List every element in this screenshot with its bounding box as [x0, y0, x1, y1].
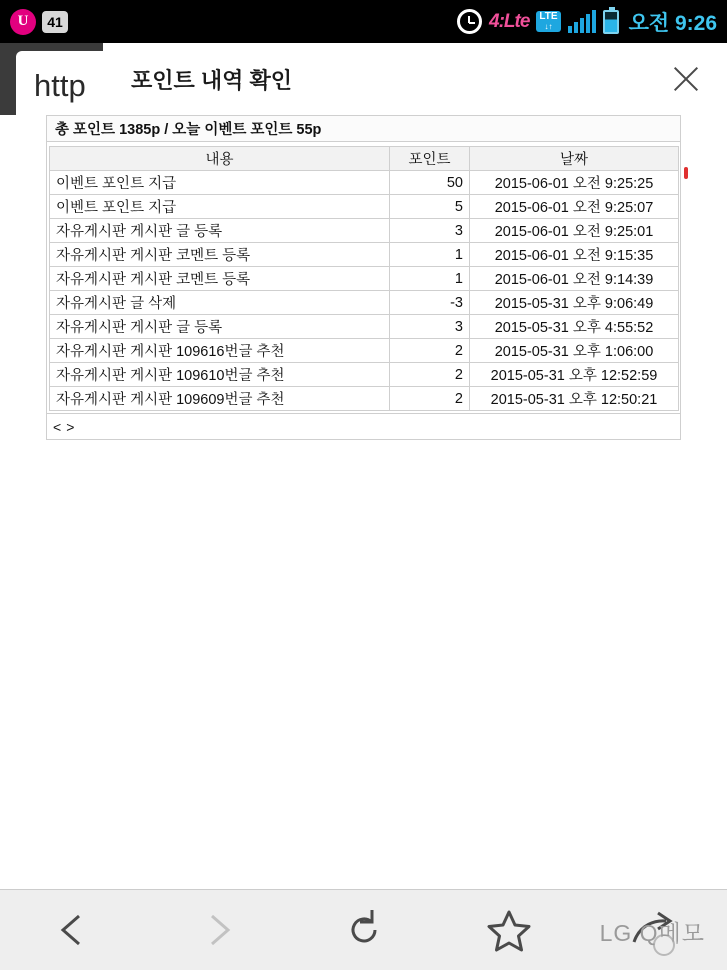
- cell-description: 자유게시판 게시판 109609번글 추천: [50, 387, 390, 411]
- bookmark-button[interactable]: [436, 890, 581, 970]
- data-arrows-icon: ↓↑: [544, 21, 553, 31]
- battery-icon: [603, 10, 619, 34]
- cell-date: 2015-06-01 오전 9:15:35: [470, 243, 679, 267]
- notification-count-badge: 41: [42, 11, 68, 33]
- status-bar: [0, 0, 727, 43]
- cell-points: 1: [390, 243, 470, 267]
- cell-description: 자유게시판 게시판 109610번글 추천: [50, 363, 390, 387]
- table-row: [50, 387, 679, 411]
- table-row: [50, 243, 679, 267]
- cell-points: 2: [390, 339, 470, 363]
- table-row: [50, 363, 679, 387]
- cell-points: 50: [390, 171, 470, 195]
- cell-points: 2: [390, 363, 470, 387]
- forward-button[interactable]: [145, 890, 290, 970]
- dialog-title: 포인트 내역 확인: [131, 67, 292, 93]
- table-row: [50, 267, 679, 291]
- cell-description: 이벤트 포인트 지급: [50, 195, 390, 219]
- forward-icon: [198, 908, 238, 952]
- cell-date: 2015-05-31 오후 12:52:59: [470, 363, 679, 387]
- cell-description: 자유게시판 게시판 코멘트 등록: [50, 267, 390, 291]
- cell-date: 2015-05-31 오후 9:06:49: [470, 291, 679, 315]
- dialog-content: [0, 115, 727, 890]
- cell-date: 2015-05-31 오후 12:50:21: [470, 387, 679, 411]
- column-header-description: 내용: [50, 147, 390, 171]
- cell-date: 2015-06-01 오전 9:25:01: [470, 219, 679, 243]
- column-header-date: 날짜: [470, 147, 679, 171]
- table-row: [50, 291, 679, 315]
- reload-button[interactable]: [291, 890, 436, 970]
- bookmark-star-icon: [486, 907, 532, 953]
- table-row: [50, 219, 679, 243]
- points-table-body: [50, 171, 679, 411]
- cell-description: 자유게시판 게시판 글 등록: [50, 219, 390, 243]
- lte-badge-label: LTE: [539, 11, 558, 23]
- alarm-clock-icon: [457, 9, 482, 34]
- reload-icon: [342, 908, 386, 952]
- points-summary-label: 총 포인트 1385p / 오늘 이벤트 포인트 55p: [55, 122, 322, 138]
- cell-date: 2015-06-01 오전 9:25:25: [470, 171, 679, 195]
- url-label[interactable]: http: [34, 68, 86, 103]
- cell-points: -3: [390, 291, 470, 315]
- table-row: [50, 339, 679, 363]
- points-table: [49, 146, 679, 411]
- cell-points: 5: [390, 195, 470, 219]
- cell-description: 이벤트 포인트 지급: [50, 171, 390, 195]
- signal-strength-icon: [568, 11, 596, 33]
- status-icons: [457, 7, 717, 37]
- cell-date: 2015-06-01 오전 9:14:39: [470, 267, 679, 291]
- pagination: [46, 414, 681, 440]
- cell-date: 2015-05-31 오후 1:06:00: [470, 339, 679, 363]
- cell-description: 자유게시판 게시판 109616번글 추천: [50, 339, 390, 363]
- cell-points: 1: [390, 267, 470, 291]
- cell-points: 2: [390, 387, 470, 411]
- next-page-button[interactable]: >: [66, 418, 75, 435]
- dialog-header: [103, 43, 727, 116]
- back-icon: [53, 908, 93, 952]
- table-row: [50, 171, 679, 195]
- qmemo-label[interactable]: LG Q메모: [599, 920, 705, 946]
- column-header-points: 포인트: [390, 147, 470, 171]
- cell-points: 3: [390, 219, 470, 243]
- cell-date: 2015-06-01 오전 9:25:07: [470, 195, 679, 219]
- cell-description: 자유게시판 게시판 글 등록: [50, 315, 390, 339]
- cell-date: 2015-05-31 오후 4:55:52: [470, 315, 679, 339]
- scroll-position-marker: [684, 167, 688, 179]
- table-header-row: [50, 147, 679, 171]
- lte-data-icon: [536, 11, 560, 32]
- status-clock-label: 오전 9:26: [628, 11, 717, 35]
- cell-points: 3: [390, 315, 470, 339]
- cell-description: 자유게시판 게시판 코멘트 등록: [50, 243, 390, 267]
- carrier-lte-label: 4:Lte: [489, 10, 530, 32]
- table-row: [50, 195, 679, 219]
- points-table-container: [46, 141, 681, 414]
- cell-description: 자유게시판 글 삭제: [50, 291, 390, 315]
- browser-toolbar: [0, 889, 727, 970]
- carrier-logo-icon: U: [10, 9, 36, 35]
- points-summary: [46, 115, 681, 141]
- table-row: [50, 315, 679, 339]
- close-icon[interactable]: [669, 62, 703, 96]
- prev-page-button[interactable]: <: [53, 418, 62, 435]
- back-button[interactable]: [0, 890, 145, 970]
